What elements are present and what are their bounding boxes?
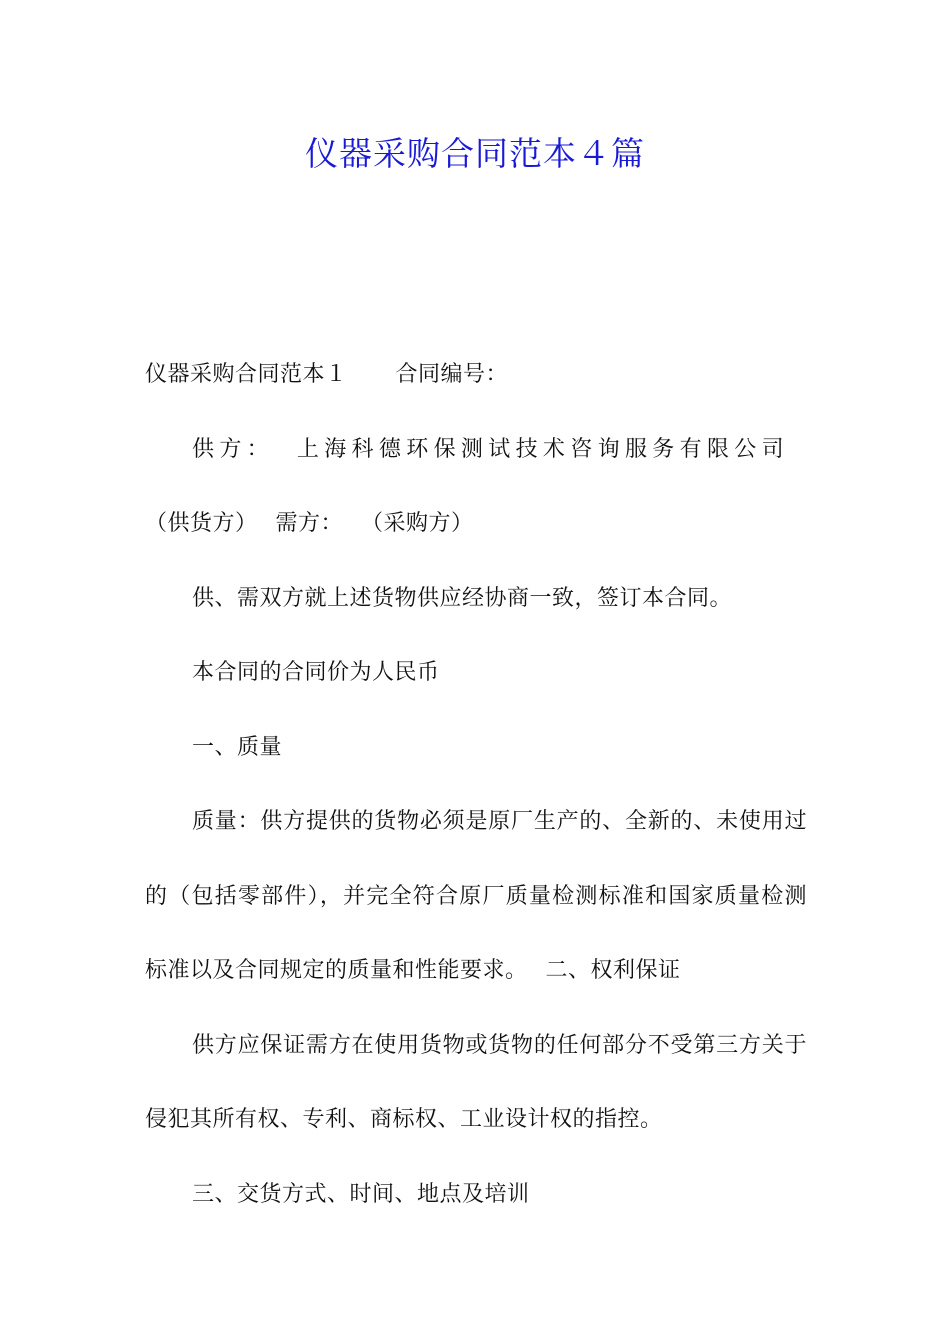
- price-paragraph: 本合同的合同价为人民币: [192, 660, 440, 685]
- section-2-title: 二、权利保证: [545, 958, 681, 983]
- section-1-title: 一、质量: [192, 734, 283, 760]
- buyer-role: （采购方）: [361, 511, 474, 536]
- rights-paragraph: 供方应保证需方在使用货物或货物的任何部分不受第三方关于侵犯其所有权、专利、商标权、工业设计权的指控。: [145, 1032, 807, 1132]
- document-body: [145, 338, 807, 1232]
- contract-number-label: 合同编号：: [395, 362, 509, 387]
- quality-text: 质量：供方提供的货物必须是原厂生产的、全新的、未使用过的（包括零部件），并完全符合原厂质量检测标准和国家质量检测标准以及合同规定的质量和性能要求。: [145, 809, 807, 983]
- agreement-paragraph: 供、需双方就上述货物供应经协商一致，签订本合同。: [192, 585, 733, 611]
- quality-paragraph: [145, 785, 807, 1009]
- supplier-name: 上海科德环保测试技术咨询服务有限公司: [292, 436, 789, 462]
- supplier-buyer-paragraph: [145, 413, 807, 562]
- buyer-label: 需方：: [275, 511, 344, 536]
- supplier-label: 供方：: [192, 436, 275, 462]
- contract-heading-line: [145, 338, 807, 413]
- document-title: 仪器采购合同范本４篇: [305, 134, 645, 173]
- section-3-title: 三、交货方式、时间、地点及培训: [192, 1181, 530, 1207]
- supplier-role: （供货方）: [145, 511, 258, 536]
- contract-title: 仪器采购合同范本１: [145, 362, 348, 387]
